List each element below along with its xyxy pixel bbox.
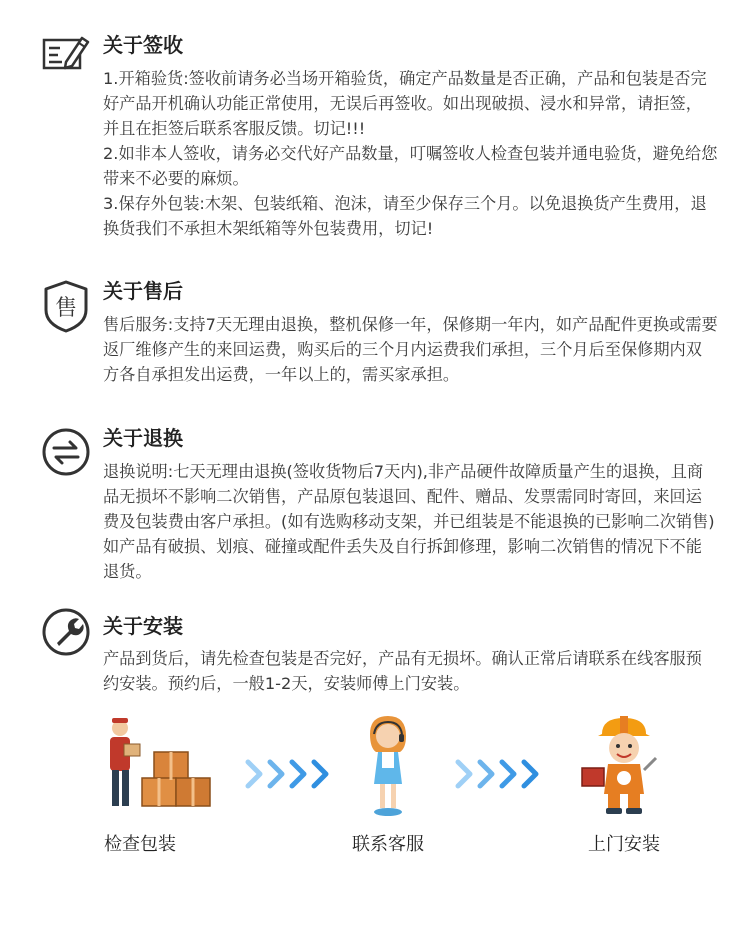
flow-step-label: 检查包装 xyxy=(104,834,176,855)
courier-with-boxes-icon xyxy=(72,712,232,822)
customer-service-agent-icon xyxy=(308,712,468,822)
section-body xyxy=(103,312,718,387)
section-body xyxy=(103,459,718,584)
after-sales-shield-icon xyxy=(38,278,94,334)
flow-step-label: 上门安装 xyxy=(588,834,660,855)
sign-document-icon xyxy=(38,26,94,82)
flow-step-label: 联系客服 xyxy=(352,834,424,855)
section-title: 关于售后 xyxy=(103,279,183,303)
installation-flow xyxy=(72,712,706,862)
section-title: 关于签收 xyxy=(103,33,183,57)
flow-step-check-package xyxy=(72,712,232,862)
paragraph: 退换说明:七天无理由退换(签收货物后7天内),非产品硬件故障质量产生的退换，且商品无损坏不影响二次销售，产品原包装退回、配件、赠品、发票需同时寄回，来回运费及包装费由客户承担。(如有选购移动支架，并已组装是不能退换的已影响二次销售)如产品有破损、划痕、碰撞或配件丢失及自行拆卸修理，影响二次销售的情况下不能退货。 xyxy=(103,462,715,581)
section-body xyxy=(103,646,718,696)
exchange-arrows-icon xyxy=(38,424,94,480)
paragraph: 1.开箱验货:签收前请务必当场开箱验货，确定产品数量是否正确，产品和包装是否完好产品开机确认功能正常使用，无误后再签收。如出现破损、浸水和异常，请拒签，并且在拒签后联系客服反馈。切记!!! xyxy=(103,69,707,138)
chevron-arrows-icon xyxy=(454,756,550,792)
installer-worker-icon xyxy=(546,712,706,822)
paragraph: 产品到货后，请先检查包装是否完好，产品有无损坏。确认正常后请联系在线客服预约安装。预约后，一般1-2天，安装师傅上门安装。 xyxy=(103,649,702,693)
section-title: 关于安装 xyxy=(103,614,183,638)
flow-step-onsite-install xyxy=(546,712,706,862)
flow-step-contact-service xyxy=(308,712,468,862)
paragraph: 3.保存外包装:木架、包装纸箱、泡沫，请至少保存三个月。以免退换货产生费用，退换货我们不承担木架纸箱等外包装费用，切记! xyxy=(103,194,707,238)
wrench-icon xyxy=(38,604,94,660)
section-title: 关于退换 xyxy=(103,426,183,450)
section-body xyxy=(103,66,718,241)
svg-text:售: 售 xyxy=(54,296,78,321)
paragraph: 售后服务:支持7天无理由退换，整机保修一年，保修期一年内，如产品配件更换或需要返厂维修产生的来回运费，购买后的三个月内运费我们承担，三个月后至保修期内双方各自承担发出运费，一年以上的，需买家承担。 xyxy=(103,315,718,384)
paragraph: 2.如非本人签收，请务必交代好产品数量，叮嘱签收人检查包装并通电验货，避免给您带来不必要的麻烦。 xyxy=(103,144,718,188)
